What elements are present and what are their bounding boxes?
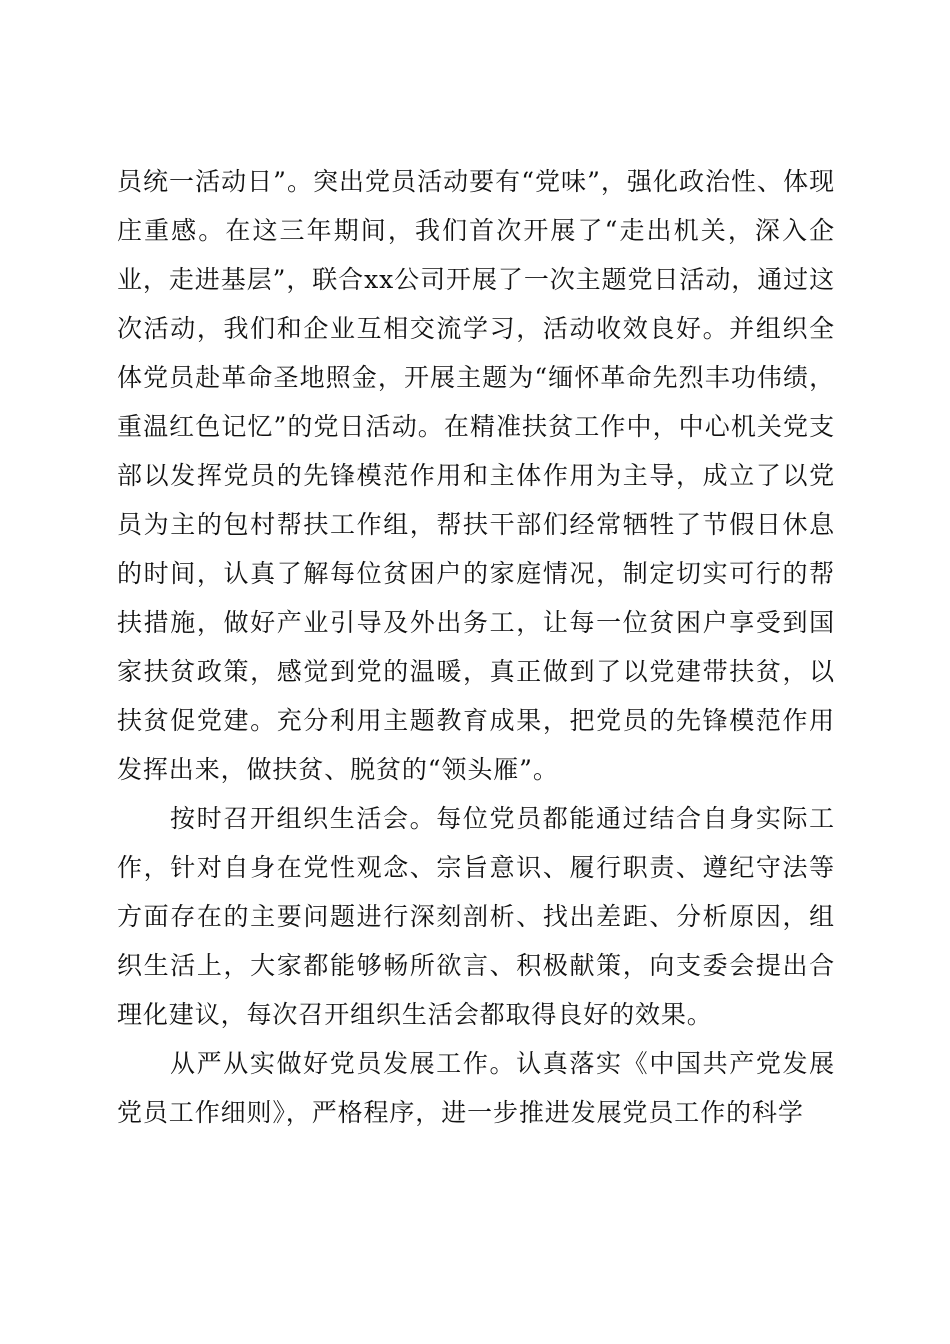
paragraph-party-day-activities: 员统一活动日”。突出党员活动要有“党味”，强化政治性、体现庄重感。在这三年期间，我们首次开展了“走出机关，深入企业，走进基层”，联合xx公司开展了一次主题党日活动，通过这次活动，我们和企业互相交流学习，活动收效良好。并组织全体党员赴革命圣地照金，开展主题为“缅怀革命先烈丰功伟绩，重温红色记忆”的党日活动。在精准扶贫工作中，中心机关党支部以发挥党员的先锋模范作用和主体作用为主导，成立了以党员为主的包村帮扶工作组，帮扶干部们经常牺牲了节假日休息的时间，认真了解每位贫困户的家庭情况，制定切实可行的帮扶措施，做好产业引导及外出务工，让每一位贫困户享受到国家扶贫政策，感觉到党的温暖，真正做到了以党建带扶贫，以扶贫促党建。充分利用主题教育成果，把党员的先锋模范作用发挥出来，做扶贫、脱贫的“领头雁”。	[117, 167, 835, 784]
paragraph-member-development: 从严从实做好党员发展工作。认真落实《中国共产党发展党员工作细则》，严格程序，进一步推进发展党员工作的科学	[117, 1049, 835, 1127]
document-body	[117, 157, 835, 1137]
paragraph-organizational-life-meeting: 按时召开组织生活会。每位党员都能通过结合自身实际工作，针对自身在党性观念、宗旨意识、履行职责、遵纪守法等方面存在的主要问题进行深刻剖析、找出差距、分析原因，组织生活上，大家都能够畅所欲言、积极献策，向支委会提出合理化建议，每次召开组织生活会都取得良好的效果。	[117, 804, 835, 1029]
